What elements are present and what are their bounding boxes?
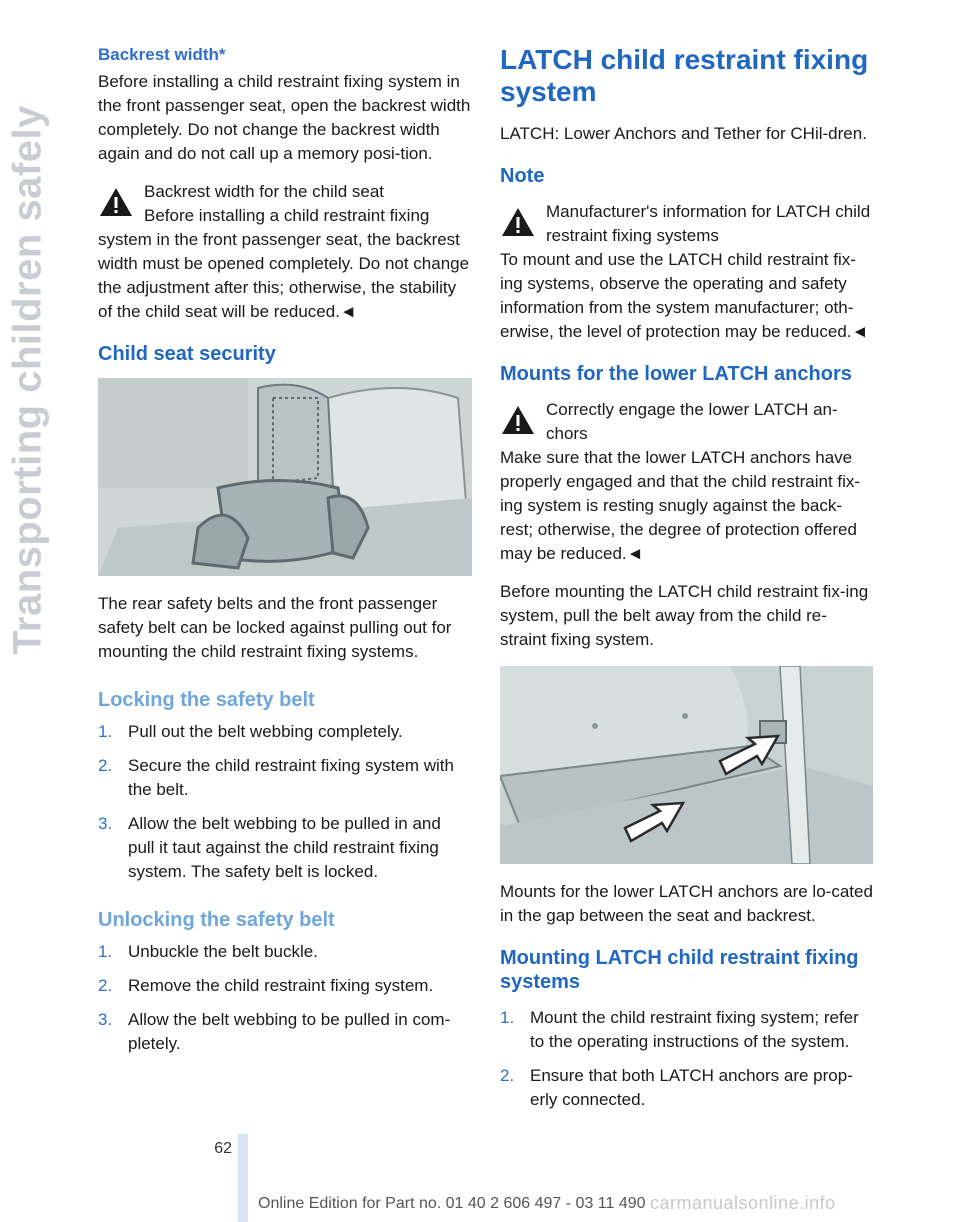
warning-title: Backrest width for the child seat [144, 182, 385, 201]
latch-intro: LATCH: Lower Anchors and Tether for CHil-dren. [500, 124, 867, 143]
unlocking-belt-heading: Unlocking the safety belt [98, 909, 335, 931]
warning-body: system in the front passenger seat, the backrest width must be opened completely. Do not change the adjustment after this; otherwise, the stability of the child seat will be reduced.◄ [98, 230, 470, 321]
child-seat-illustration [98, 378, 472, 576]
warning-engage [500, 398, 873, 566]
warning-body: Make sure that the lower LATCH anchors have properly engaged and that the child restraint fix-ing system is resting snugly against the back-rest; otherwise, the degree of protection offered may be reduced.◄ [500, 448, 861, 563]
warning-title: Correctly engage the lower LATCH an-chors [546, 400, 838, 443]
warning-triangle-icon [500, 206, 536, 238]
latch-title: LATCH child restraint fixing system [500, 44, 869, 107]
page-number: 62 [214, 1140, 232, 1157]
list-item: 2. Ensure that both LATCH anchors are prop-erly connected. [500, 1066, 853, 1109]
locking-belt-heading: Locking the safety belt [98, 689, 315, 711]
backrest-width-text: Before installing a child restraint fixing system in the front passenger seat, open the backrest width completely. Do not change the backrest width again and do not call up a memory posi-tion. [98, 72, 471, 163]
mounts-heading: Mounts for the lower LATCH anchors [500, 363, 852, 385]
latch-anchor-illustration [500, 666, 873, 864]
left-column [98, 44, 472, 1066]
note-heading: Note [500, 165, 545, 187]
locking-steps-list [98, 720, 472, 884]
warning-manufacturer [500, 200, 873, 344]
figure2-caption: Mounts for the lower LATCH anchors are lo-cated in the gap between the seat and backrest. [500, 882, 873, 925]
warning-triangle-icon [98, 186, 134, 218]
edition-text: Online Edition for Part no. 01 40 2 606 497 - 03 11 490 [258, 1195, 646, 1212]
list-item: 2. Secure the child restraint fixing system with the belt. [98, 756, 454, 799]
figure1-caption: The rear safety belts and the front passenger safety belt can be locked against pulling out for mounting the child restraint fixing systems. [98, 594, 452, 661]
mounting-heading: Mounting LATCH child restraint fixing systems [500, 947, 859, 993]
watermark: carmanualsonline.info [650, 1193, 836, 1213]
warning-triangle-icon [500, 404, 536, 436]
side-section-title: Transporting children safely [5, 105, 50, 655]
mounting-steps-list [500, 1006, 873, 1112]
list-item: 1. Pull out the belt webbing completely. [98, 722, 403, 741]
list-item: 3. Allow the belt webbing to be pulled in and pull it taut against the child restraint fixing system. The safety belt is locked. [98, 814, 441, 881]
child-seat-security-heading: Child seat security [98, 343, 276, 365]
before-mounting-text: Before mounting the LATCH child restraint fix-ing system, pull the belt away from the child re-straint fixing system. [500, 582, 869, 649]
list-item: 1. Mount the child restraint fixing system; refer to the operating instructions of the system. [500, 1008, 859, 1051]
list-item: 2. Remove the child restraint fixing system. [98, 976, 434, 995]
backrest-width-heading: Backrest width* [98, 45, 226, 64]
right-column [500, 44, 873, 1122]
warning-first-line: Before installing a child restraint fixing [144, 206, 430, 225]
list-item: 3. Allow the belt webbing to be pulled in com-pletely. [98, 1010, 451, 1053]
warning-body: To mount and use the LATCH child restraint fix-ing systems, observe the operating and safety information from the system manufacturer; oth-erwise, the level of protection may be reduced.◄ [500, 250, 869, 341]
footer-bar [238, 1134, 248, 1222]
list-item: 1. Unbuckle the belt buckle. [98, 942, 318, 961]
unlocking-steps-list [98, 940, 472, 1056]
warning-title: Manufacturer's information for LATCH child restraint fixing systems [546, 202, 871, 245]
warning-backrest [98, 180, 472, 324]
